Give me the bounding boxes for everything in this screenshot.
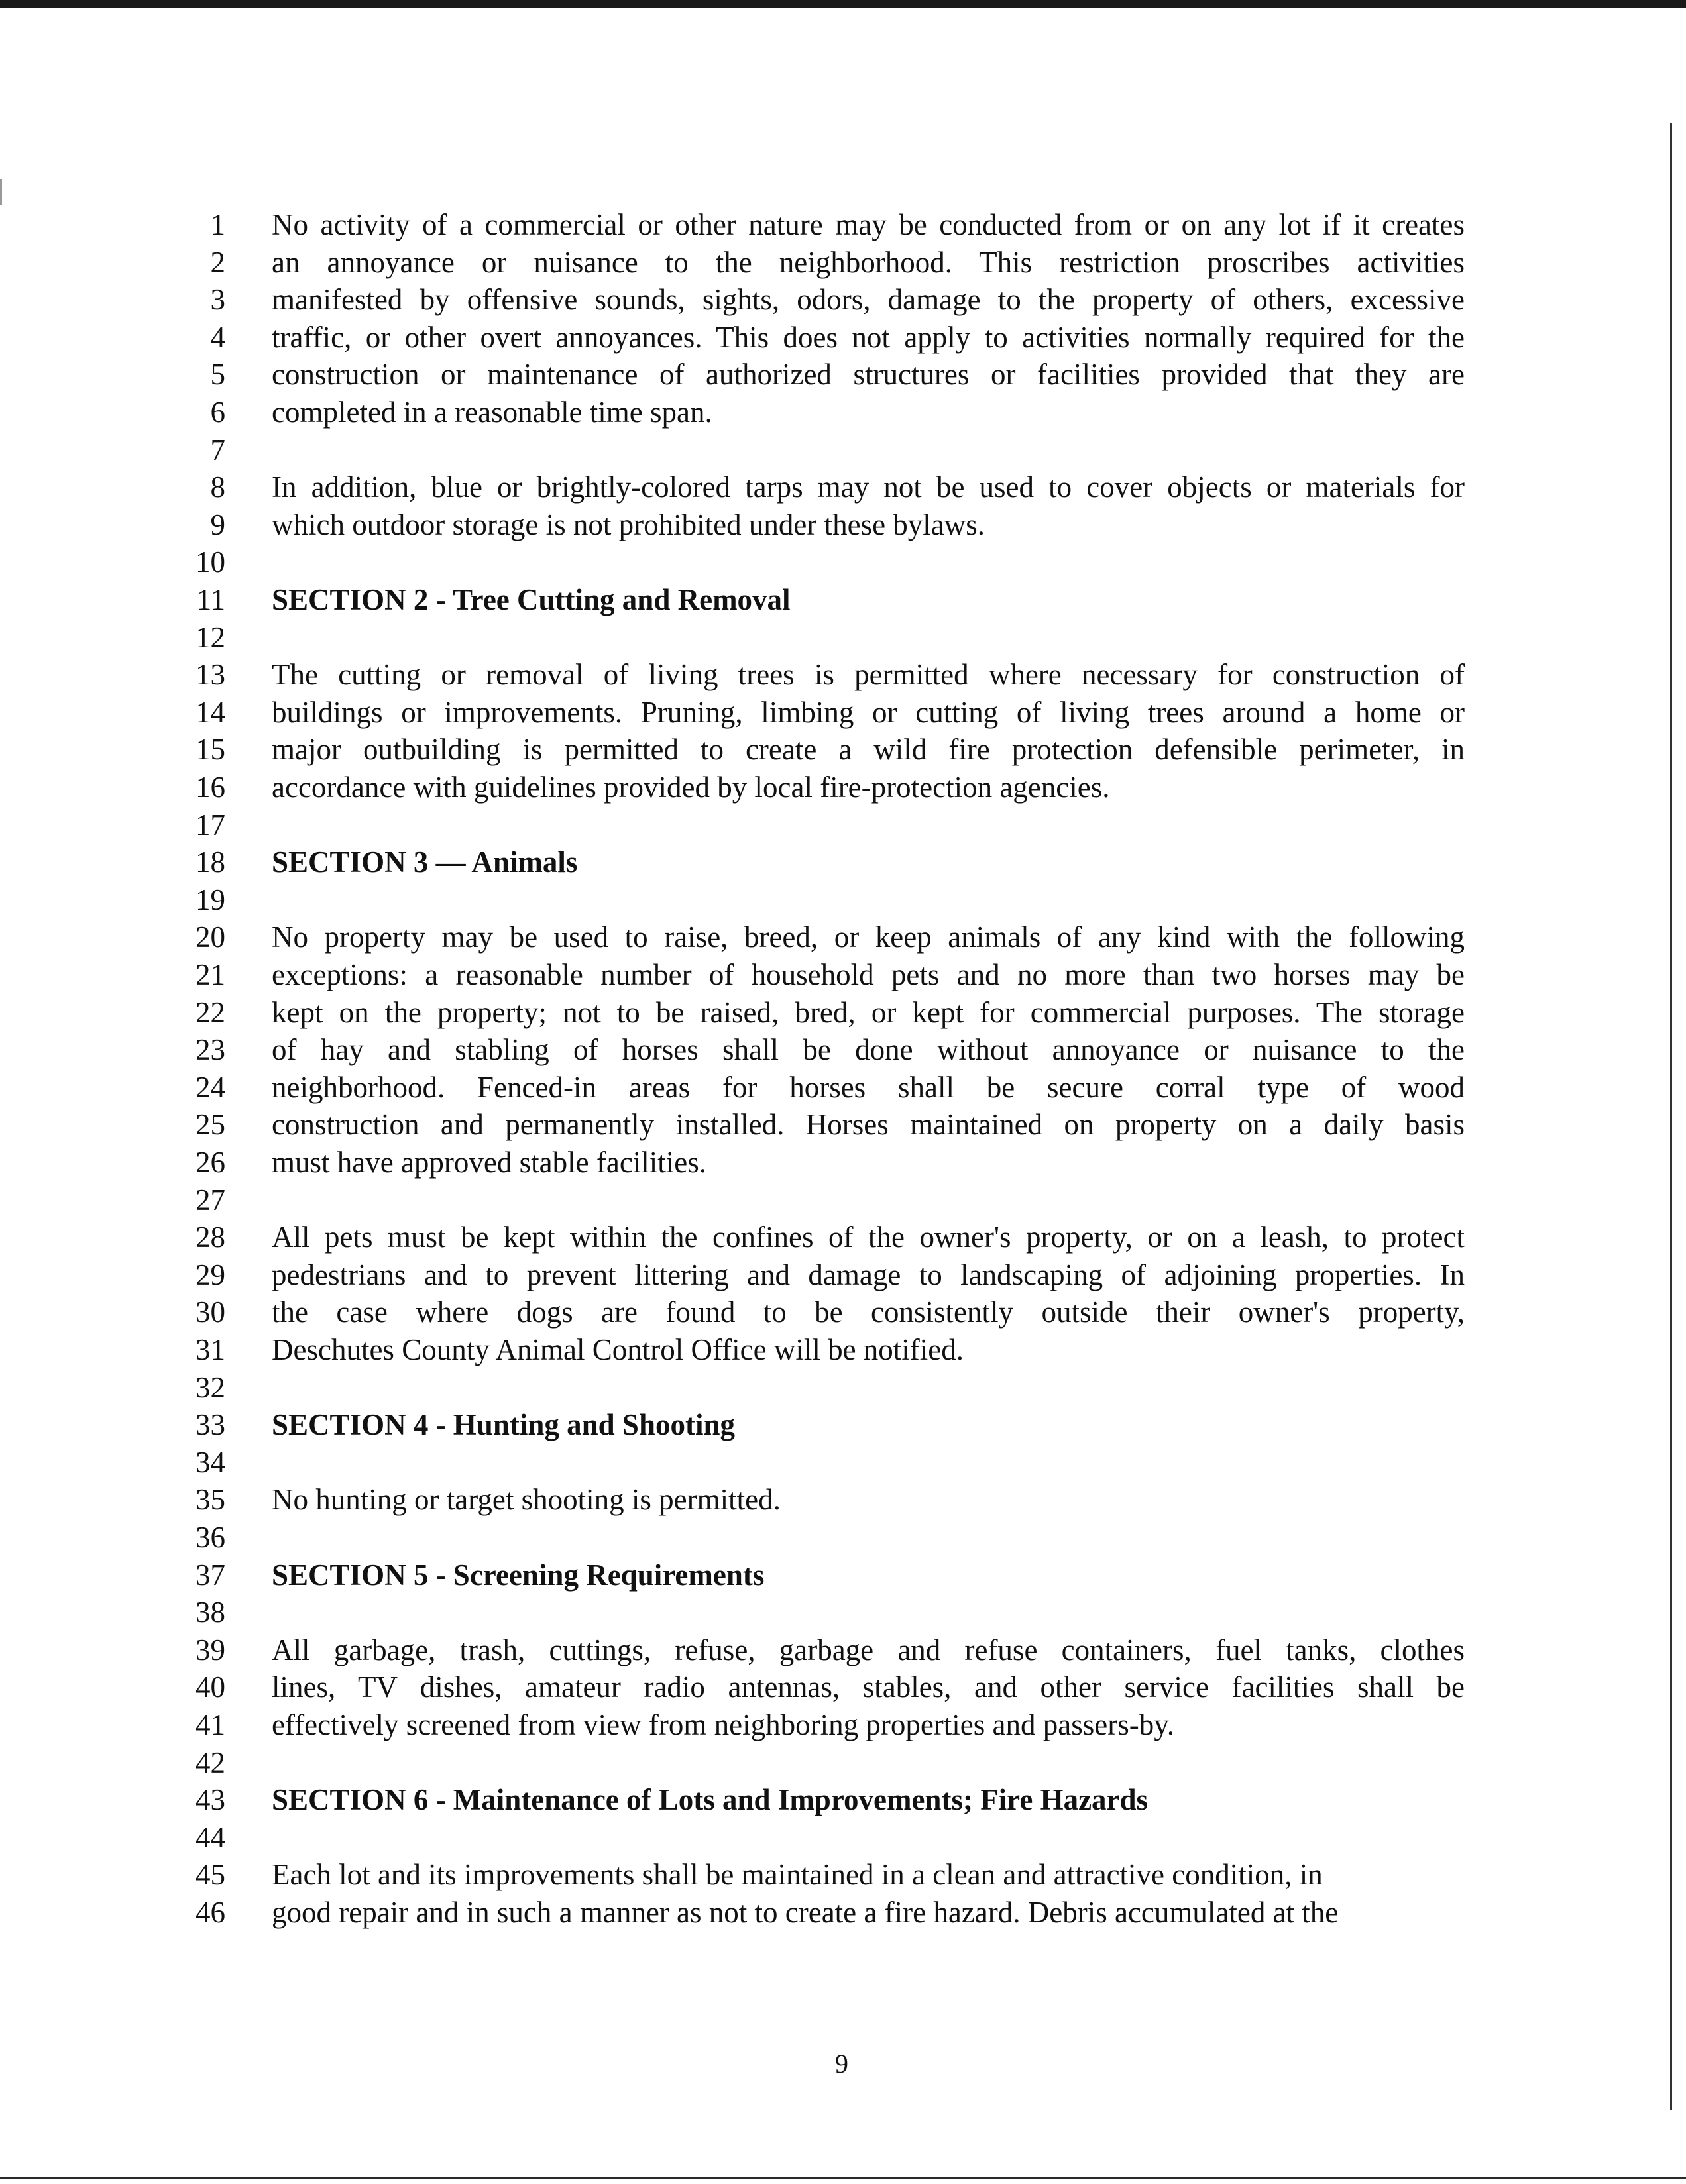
line-number: 45 xyxy=(196,1858,225,1892)
document-line xyxy=(0,1406,1686,1444)
section-heading: SECTION 3 — Animals xyxy=(272,846,578,879)
document-line xyxy=(0,994,1686,1032)
line-number: 43 xyxy=(196,1783,225,1817)
line-text: effectively screened from view from neighboring properties and passers-by. xyxy=(272,1708,1175,1741)
document-line xyxy=(0,506,1686,544)
document-line xyxy=(0,356,1686,394)
line-text: accordance with guidelines provided by local fire-protection agencies. xyxy=(272,771,1110,804)
document-line xyxy=(0,1668,1686,1706)
line-number: 35 xyxy=(196,1483,225,1517)
line-number: 5 xyxy=(210,358,225,392)
line-text: construction or maintenance of authorized structures or facilities provided that they are xyxy=(272,358,1465,392)
line-number: 44 xyxy=(196,1820,225,1854)
document-line xyxy=(0,769,1686,806)
line-number: 26 xyxy=(196,1146,225,1179)
line-text: an annoyance or nuisance to the neighborhood. This restriction proscribes activities xyxy=(272,245,1465,279)
document-line xyxy=(0,431,1686,469)
line-number: 21 xyxy=(196,958,225,991)
document-line xyxy=(0,1444,1686,1482)
document-line xyxy=(0,1894,1686,1932)
document-line xyxy=(0,1219,1686,1256)
line-number: 14 xyxy=(196,695,225,729)
document-line xyxy=(0,1069,1686,1107)
line-text: which outdoor storage is not prohibited under these bylaws. xyxy=(272,508,985,541)
line-text: Deschutes County Animal Control Office will be notified. xyxy=(272,1333,964,1366)
section-heading: SECTION 6 - Maintenance of Lots and Improvements; Fire Hazards xyxy=(272,1783,1149,1817)
line-number: 31 xyxy=(196,1333,225,1366)
line-number: 12 xyxy=(196,620,225,654)
document-line xyxy=(0,1256,1686,1294)
document-line xyxy=(0,244,1686,282)
document-line xyxy=(0,806,1686,844)
line-text: No hunting or target shooting is permitted. xyxy=(272,1483,781,1517)
document-line xyxy=(0,1031,1686,1069)
line-text: construction and permanently installed. Horses maintained on property on a daily basis xyxy=(272,1108,1465,1142)
scan-mark-left xyxy=(0,179,2,205)
section-heading: SECTION 4 - Hunting and Shooting xyxy=(272,1408,735,1442)
document-line xyxy=(0,1369,1686,1407)
line-text: lines, TV dishes, amateur radio antennas, stables, and other service facilities shall be xyxy=(272,1670,1465,1704)
line-text: No property may be used to raise, breed, or keep animals of any kind with the following xyxy=(272,920,1465,954)
line-text: of hay and stabling of horses shall be done without annoyance or nuisance to the xyxy=(272,1033,1465,1067)
document-line xyxy=(0,1594,1686,1631)
line-number: 32 xyxy=(196,1370,225,1404)
line-number: 11 xyxy=(196,583,225,616)
line-text: the case where dogs are found to be consistently outside their owner's property, xyxy=(272,1295,1465,1329)
line-number: 20 xyxy=(196,920,225,954)
line-text: Each lot and its improvements shall be maintained in a clean and attractive condition, in xyxy=(272,1858,1323,1892)
line-text: major outbuilding is permitted to create a wild fire protection defensible perimeter, in xyxy=(272,733,1465,767)
document-line xyxy=(0,918,1686,956)
document-line xyxy=(0,1819,1686,1857)
line-number: 17 xyxy=(196,808,225,842)
line-text: All pets must be kept within the confines of the owner's property, or on a leash, to protect xyxy=(272,1221,1465,1254)
line-number: 3 xyxy=(210,283,225,317)
line-text: pedestrians and to prevent littering and damage to landscaping of adjoining properties. In xyxy=(272,1258,1465,1291)
page-number: 9 xyxy=(835,2049,848,2079)
line-text: completed in a reasonable time span. xyxy=(272,396,712,429)
line-number: 1 xyxy=(210,208,225,241)
line-number: 38 xyxy=(196,1596,225,1629)
line-number: 19 xyxy=(196,883,225,916)
line-number: 8 xyxy=(210,470,225,504)
line-text: manifested by offensive sounds, sights, odors, damage to the property of others, excessive xyxy=(272,283,1465,317)
line-text: kept on the property; not to be raised, bred, or kept for commercial purposes. The storage xyxy=(272,995,1465,1029)
document-line xyxy=(0,656,1686,694)
line-number: 13 xyxy=(196,658,225,692)
scan-border-top xyxy=(0,0,1686,8)
line-number: 6 xyxy=(210,396,225,429)
document-line xyxy=(0,468,1686,506)
line-text: The cutting or removal of living trees is permitted where necessary for construction of xyxy=(272,658,1465,692)
line-number: 24 xyxy=(196,1070,225,1104)
line-number: 28 xyxy=(196,1221,225,1254)
line-number: 42 xyxy=(196,1745,225,1779)
document-line xyxy=(0,206,1686,244)
line-number: 9 xyxy=(210,508,225,541)
document-line xyxy=(0,1519,1686,1556)
document-line xyxy=(0,619,1686,657)
line-number: 29 xyxy=(196,1258,225,1291)
line-number: 4 xyxy=(210,320,225,354)
line-number: 16 xyxy=(196,771,225,804)
line-number: 41 xyxy=(196,1708,225,1741)
line-number: 7 xyxy=(210,433,225,466)
document-line xyxy=(0,1781,1686,1819)
line-number: 36 xyxy=(196,1521,225,1554)
document-line xyxy=(0,1706,1686,1744)
document-line xyxy=(0,1181,1686,1219)
line-number: 34 xyxy=(196,1445,225,1479)
document-line xyxy=(0,1556,1686,1594)
line-text: good repair and in such a manner as not to create a fire hazard. Debris accumulated at the xyxy=(272,1896,1339,1929)
section-heading: SECTION 2 - Tree Cutting and Removal xyxy=(272,583,791,616)
document-line xyxy=(0,956,1686,994)
document-line xyxy=(0,1106,1686,1144)
line-number: 10 xyxy=(196,545,225,579)
line-number: 46 xyxy=(196,1896,225,1929)
scan-border-bottom xyxy=(0,2177,1686,2179)
document-line xyxy=(0,1144,1686,1181)
line-text: All garbage, trash, cuttings, refuse, garbage and refuse containers, fuel tanks, clothes xyxy=(272,1633,1465,1666)
document-line xyxy=(0,731,1686,769)
line-number: 30 xyxy=(196,1295,225,1329)
line-number: 2 xyxy=(210,245,225,279)
document-line xyxy=(0,1856,1686,1894)
line-text: traffic, or other overt annoyances. This does not apply to activities normally required for the xyxy=(272,320,1465,354)
document-line xyxy=(0,694,1686,732)
document-line xyxy=(0,281,1686,319)
document-line xyxy=(0,319,1686,356)
line-text: In addition, blue or brightly-colored tarps may not be used to cover objects or materials for xyxy=(272,470,1465,504)
line-number: 22 xyxy=(196,995,225,1029)
line-number: 23 xyxy=(196,1033,225,1067)
document-line xyxy=(0,881,1686,919)
line-number: 33 xyxy=(196,1408,225,1442)
line-number: 25 xyxy=(196,1108,225,1142)
line-number: 40 xyxy=(196,1670,225,1704)
line-text: exceptions: a reasonable number of household pets and no more than two horses may be xyxy=(272,958,1465,991)
document-line xyxy=(0,1481,1686,1519)
document-line xyxy=(0,1331,1686,1369)
line-text: buildings or improvements. Pruning, limbing or cutting of living trees around a home or xyxy=(272,695,1465,729)
line-text: neighborhood. Fenced-in areas for horses shall be secure corral type of wood xyxy=(272,1070,1465,1104)
line-text: must have approved stable facilities. xyxy=(272,1146,707,1179)
document-line xyxy=(0,543,1686,581)
line-number: 15 xyxy=(196,733,225,767)
document-line xyxy=(0,394,1686,431)
document-line xyxy=(0,1744,1686,1782)
line-text: No activity of a commercial or other nature may be conducted from or on any lot if it creates xyxy=(272,208,1465,241)
document-line xyxy=(0,581,1686,619)
line-number: 27 xyxy=(196,1183,225,1217)
line-number: 39 xyxy=(196,1633,225,1666)
document-line xyxy=(0,1293,1686,1331)
document-line xyxy=(0,844,1686,881)
line-number: 18 xyxy=(196,846,225,879)
line-number: 37 xyxy=(196,1558,225,1592)
document-line xyxy=(0,1631,1686,1669)
section-heading: SECTION 5 - Screening Requirements xyxy=(272,1558,765,1592)
